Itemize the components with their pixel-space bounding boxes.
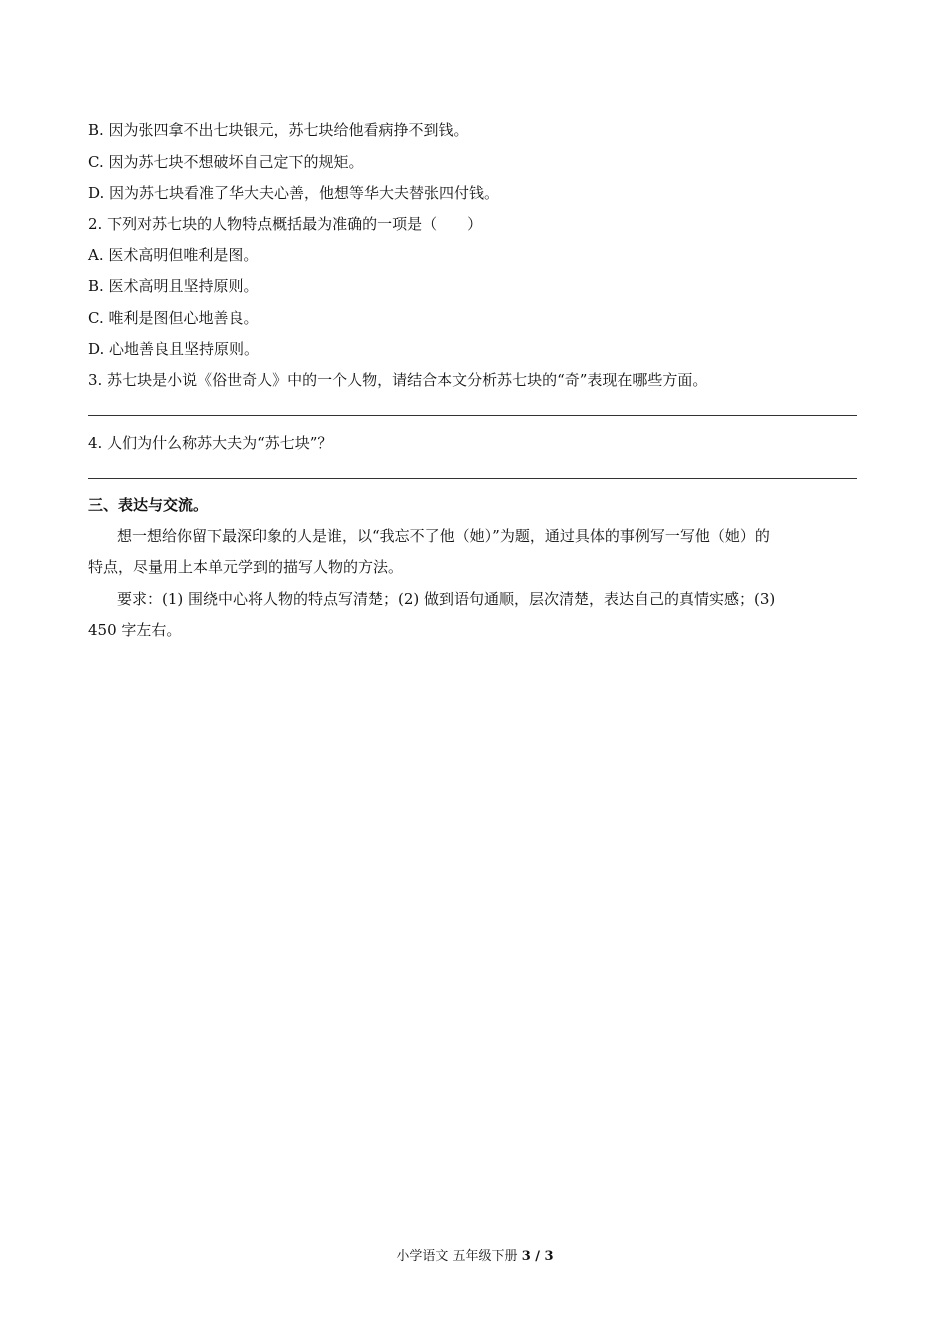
q1-option-d: D. 因为苏七块看准了华大夫心善，他想等华大夫替张四付钱。 bbox=[88, 184, 500, 202]
q1-option-b: B. 因为张四拿不出七块银元，苏七块给他看病挣不到钱。 bbox=[88, 121, 469, 139]
q4-answer-line[interactable] bbox=[88, 478, 857, 479]
q3-answer-line[interactable] bbox=[88, 415, 857, 416]
page-footer bbox=[0, 1249, 950, 1265]
section-3-paragraph-1-line-1: 想一想给你留下最深印象的人是谁，以“我忘不了他（她）”为题，通过具体的事例写一写他（她）的 bbox=[117, 527, 770, 545]
q1-option-c: C. 因为苏七块不想破坏自己定下的规矩。 bbox=[88, 153, 364, 171]
section-3-paragraph-2-line-2: 450 字左右。 bbox=[88, 621, 182, 639]
section-3-paragraph-1-line-2: 特点，尽量用上本单元学到的描写人物的方法。 bbox=[88, 558, 404, 576]
q2-option-c: C. 唯利是图但心地善良。 bbox=[88, 309, 259, 327]
q2-option-b: B. 医术高明且坚持原则。 bbox=[88, 277, 259, 295]
footer-page-number: 3 / 3 bbox=[521, 1249, 554, 1264]
q3-stem: 3. 苏七块是小说《俗世奇人》中的一个人物，请结合本文分析苏七块的“奇”表现在哪些方面。 bbox=[88, 371, 708, 389]
section-3-paragraph-2-line-1: 要求：(1) 围绕中心将人物的特点写清楚；(2) 做到语句通顺，层次清楚，表达自己的真情实感；(3) bbox=[117, 590, 776, 608]
section-3-title: 三、表达与交流。 bbox=[88, 496, 209, 514]
q4-stem: 4. 人们为什么称苏大夫为“苏七块”？ bbox=[88, 434, 333, 452]
q2-option-a: A. 医术高明但唯利是图。 bbox=[88, 246, 259, 264]
q2-stem: 2. 下列对苏七块的人物特点概括最为准确的一项是（ ） bbox=[88, 215, 483, 233]
footer-label: 小学语文 五年级下册 bbox=[396, 1249, 518, 1264]
q2-option-d: D. 心地善良且坚持原则。 bbox=[88, 340, 260, 358]
